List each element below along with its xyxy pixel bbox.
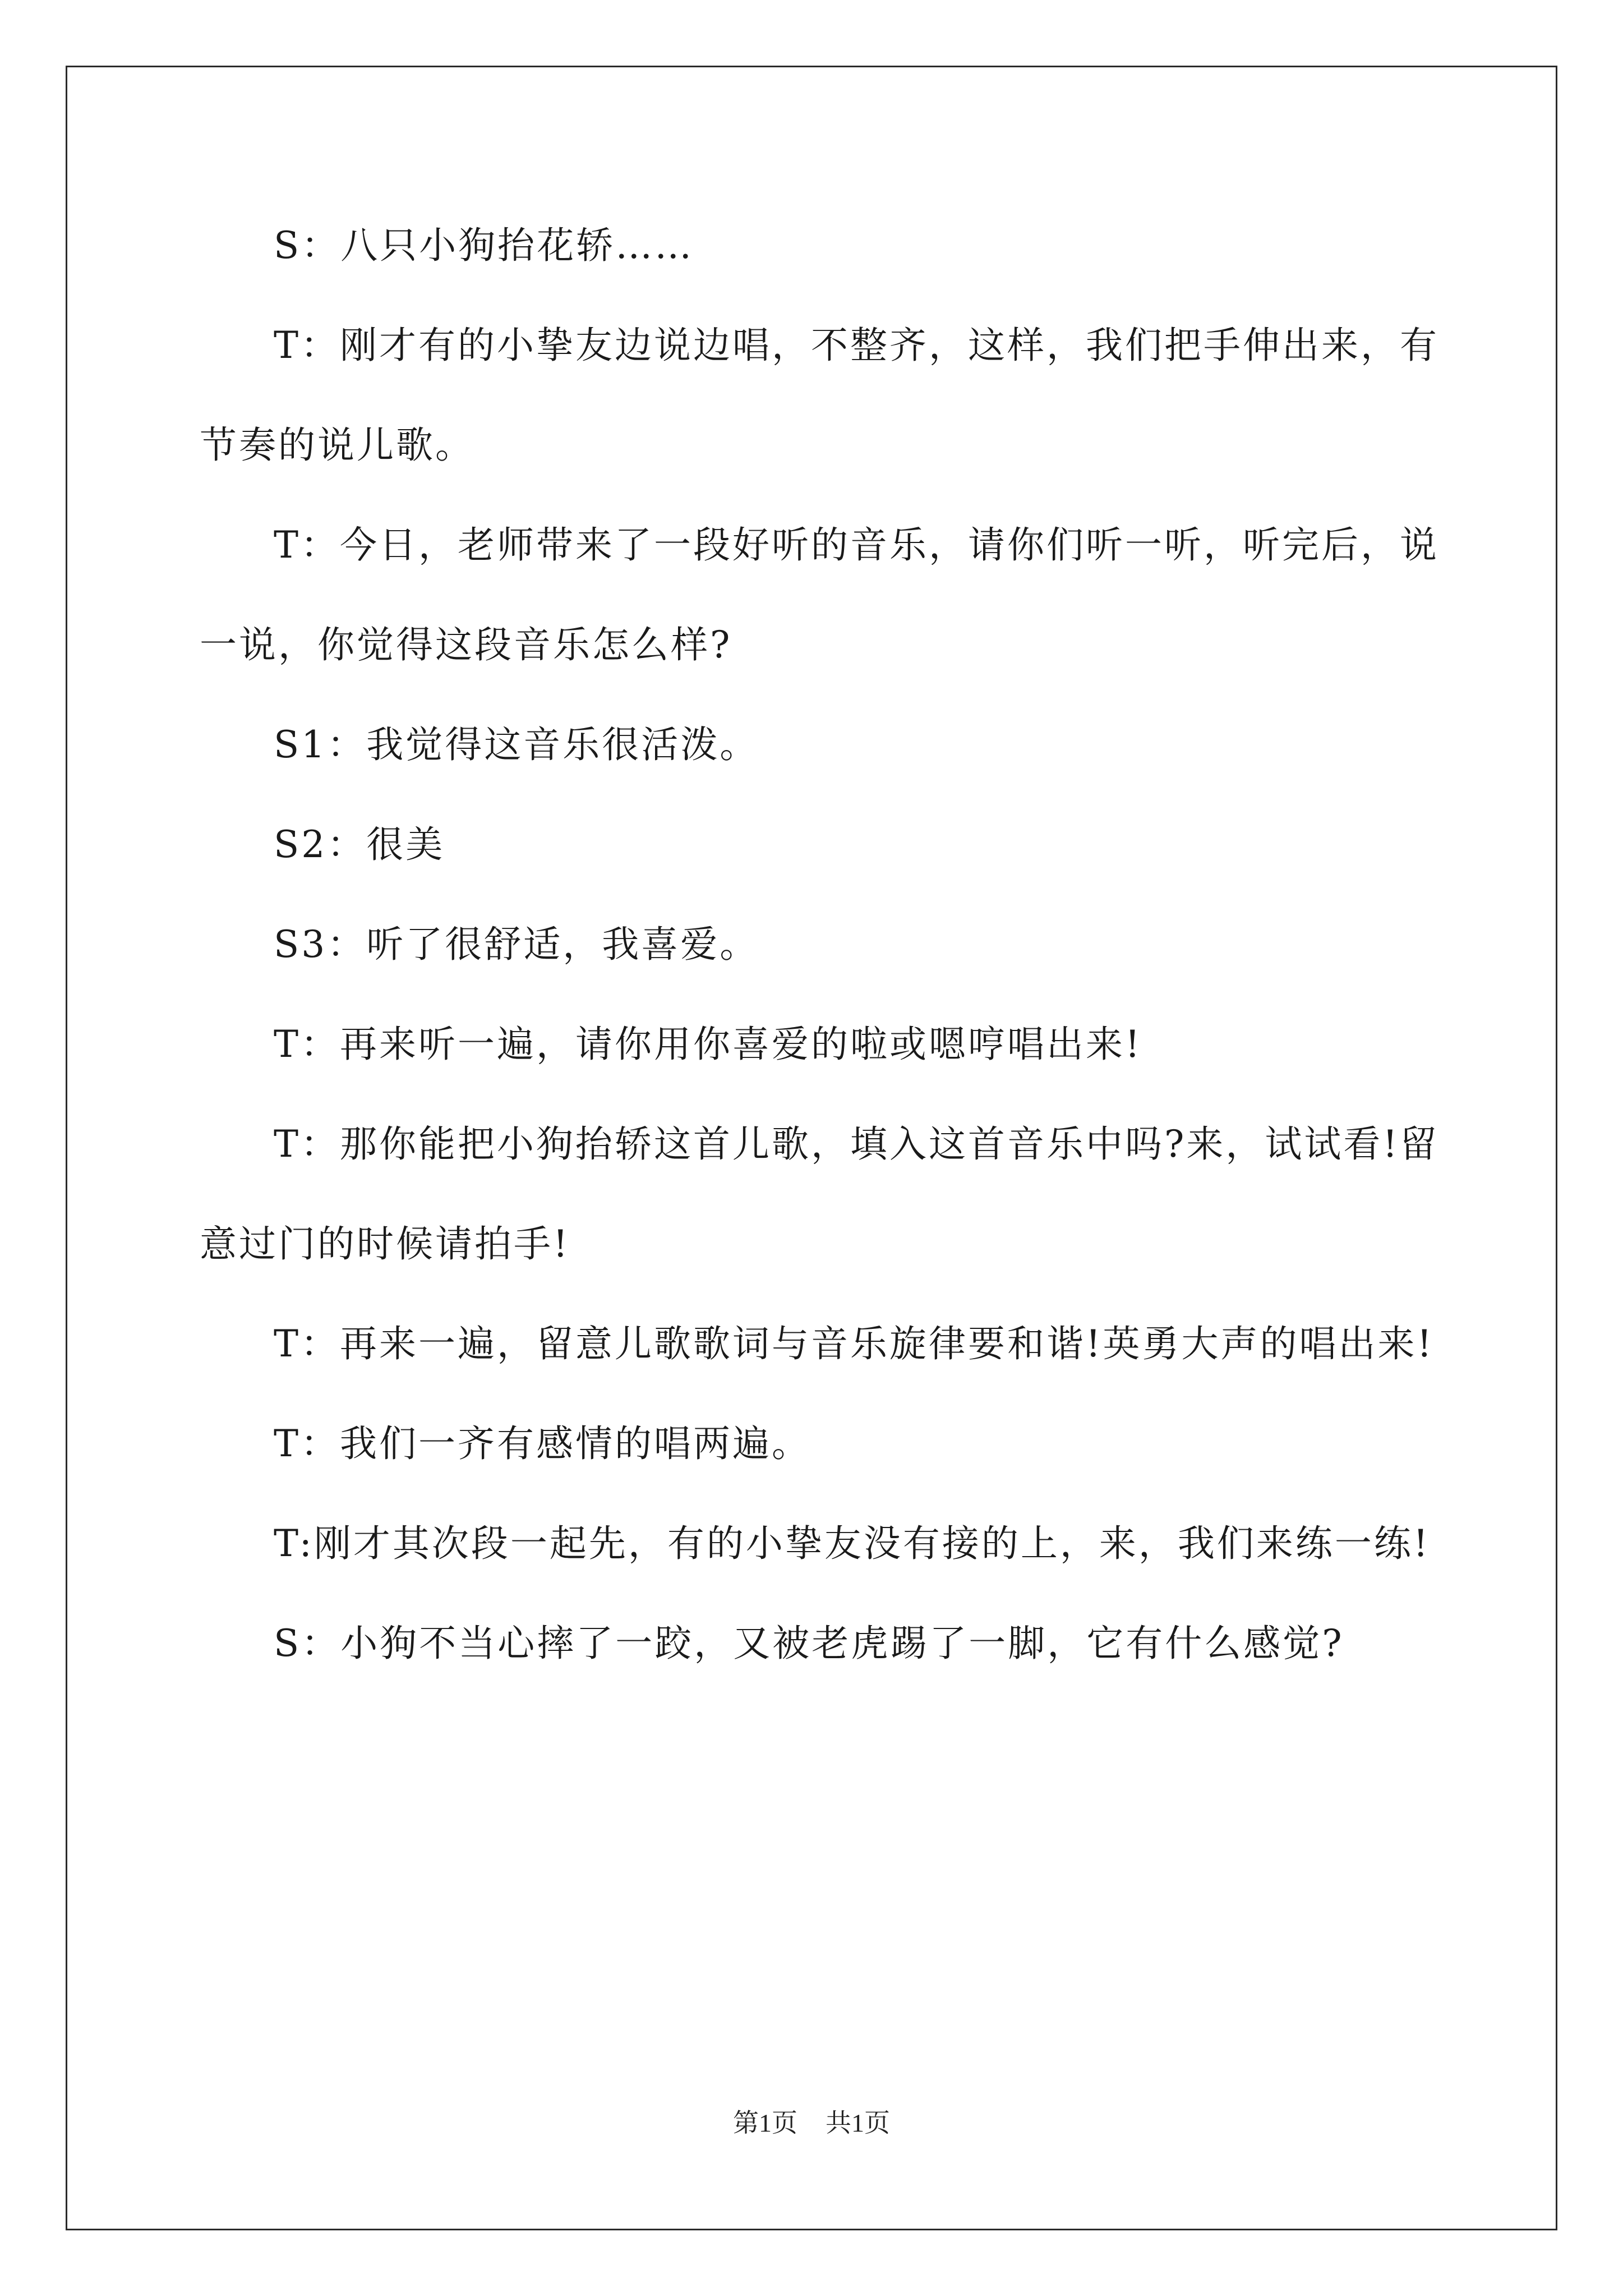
paragraph: S：八只小狗抬花轿……: [274, 224, 694, 267]
paragraph: T：再来听一遍，请你用你喜爱的啦或嗯哼唱出来!: [274, 1023, 1142, 1066]
paragraph: T：再来一遍，留意儿歌歌词与音乐旋律要和谐!英勇大声的唱出来!: [274, 1322, 1435, 1365]
page-total: 共1页: [826, 2109, 890, 2137]
document-body: [200, 216, 1450, 1694]
paragraph: S1：我觉得这音乐很活泼。: [274, 723, 759, 766]
page-number: 第1页: [733, 2109, 797, 2137]
paragraph: T：我们一齐有感情的唱两遍。: [274, 1422, 811, 1465]
paragraph: S：小狗不当心摔了一跤，又被老虎踢了一脚，它有什么感觉?: [274, 1622, 1344, 1665]
paragraph: T：刚才有的小挚友边说边唱，不整齐，这样，我们把手伸出来，有节奏的说儿歌。: [200, 324, 1440, 467]
paragraph: T：今日，老师带来了一段好听的音乐，请你们听一听，听完后，说一说，你觉得这段音乐怎么样?: [200, 523, 1440, 666]
paragraph: T：那你能把小狗抬轿这首儿歌，填入这首音乐中吗?来，试试看!留意过门的时候请拍手!: [200, 1122, 1439, 1266]
paragraph: S3：听了很舒适，我喜爱。: [274, 923, 759, 966]
paragraph: S2：很美: [274, 823, 445, 866]
paragraph: T:刚才其次段一起先，有的小挚友没有接的上，来，我们来练一练!: [274, 1522, 1431, 1565]
page-footer: [0, 2102, 1623, 2139]
